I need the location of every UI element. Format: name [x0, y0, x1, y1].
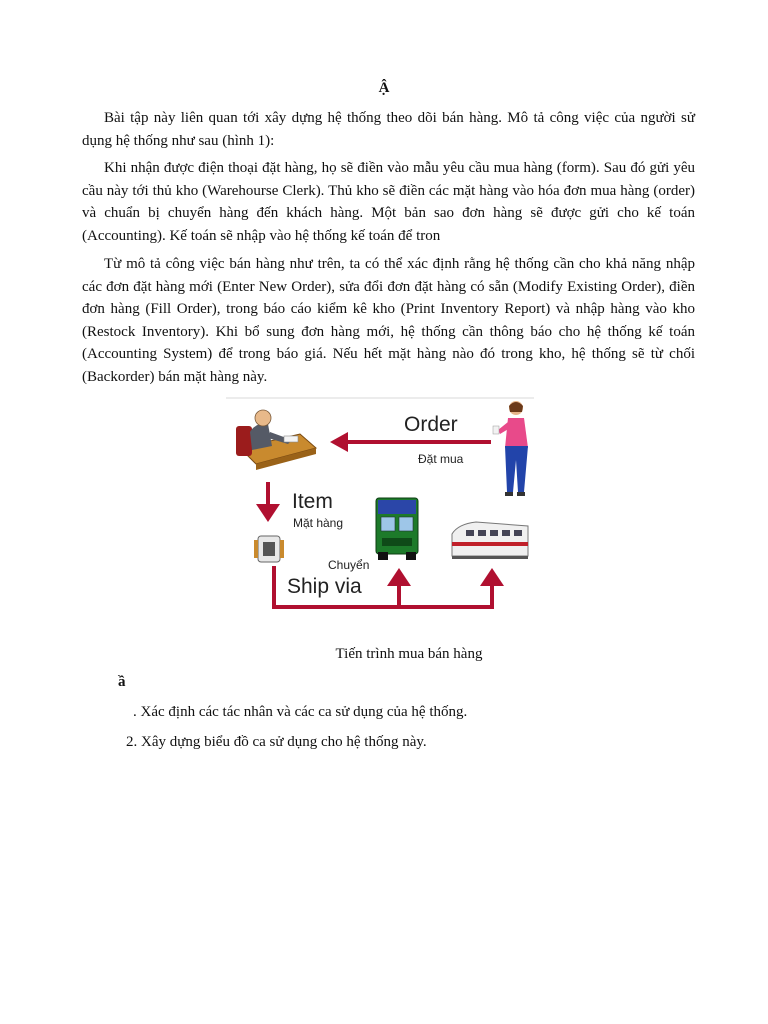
sales-process-figure [226, 396, 534, 616]
figure-caption: Tiến trình mua bán hàng [335, 646, 483, 662]
clerk-at-desk-icon [236, 410, 316, 470]
sales-process-diagram [226, 396, 534, 616]
paragraph-intro: Bài tập này liên quan tới xây dựng hệ thống theo dõi bán hàng. Mô tả công việc của người sử dụng hệ thống như sau (hình 1): [82, 110, 695, 149]
order-label: Order [404, 413, 458, 436]
paragraph-process: Khi nhận được điện thoại đặt hàng, họ sẽ điền vào mẫu yêu cầu mua hàng (form). Sau đó gửi yêu cầu này tới thủ kho (Warehourse Clerk). Thủ kho sẽ điền các mặt hàng vào hóa đơn mua hàng (order) và chuẩn bị chuyển hàng đến khách hàng. Một bản sao đơn hàng sẽ được gửi cho kế toán (Accounting). Kế toán sẽ nhập vào hệ thống kế toán để tron [82, 160, 695, 244]
ship-sub-label: Chuyển [328, 558, 370, 572]
item-label: Item [292, 490, 333, 513]
customer-on-phone-icon [493, 401, 528, 496]
task-item-1: . Xác định các tác nhân và các ca sử dụng của hệ thống. [133, 704, 468, 720]
page-heading: Ậ [378, 80, 390, 96]
section-heading: ầ [118, 674, 126, 690]
item-arrow [256, 482, 280, 522]
train-icon [452, 522, 528, 559]
ship-via-label: Ship via [287, 575, 362, 598]
paragraph-requirements: Từ mô tả công việc bán hàng như trên, ta có thể xác định rằng hệ thống cần cho khả năng nhập các đơn đặt hàng mới (Enter New Order), sửa đổi đơn đặt hàng có sẵn (Modify Existing Order), điền đơn hàng (Fill Order), trong báo cáo kiểm kê kho (Print Inventory Report) và nhập hàng vào kho (Restock Inventory). Khi bổ sung đơn hàng mới, hệ thống cần thông báo cho hệ thống kế toán (Accounting System) để trong báo giá. Nếu hết mặt hàng nào đó trong kho, hệ thống sẽ từ chối (Backorder) bán mặt hàng này. [82, 256, 695, 385]
item-box-icon [254, 536, 284, 562]
task-item-2: 2. Xây dựng biểu đồ ca sử dụng cho hệ thống này. [126, 734, 427, 750]
truck-icon [376, 498, 418, 560]
item-sub-label: Mặt hàng [293, 516, 344, 530]
order-sub-label: Đặt mua [418, 452, 464, 466]
